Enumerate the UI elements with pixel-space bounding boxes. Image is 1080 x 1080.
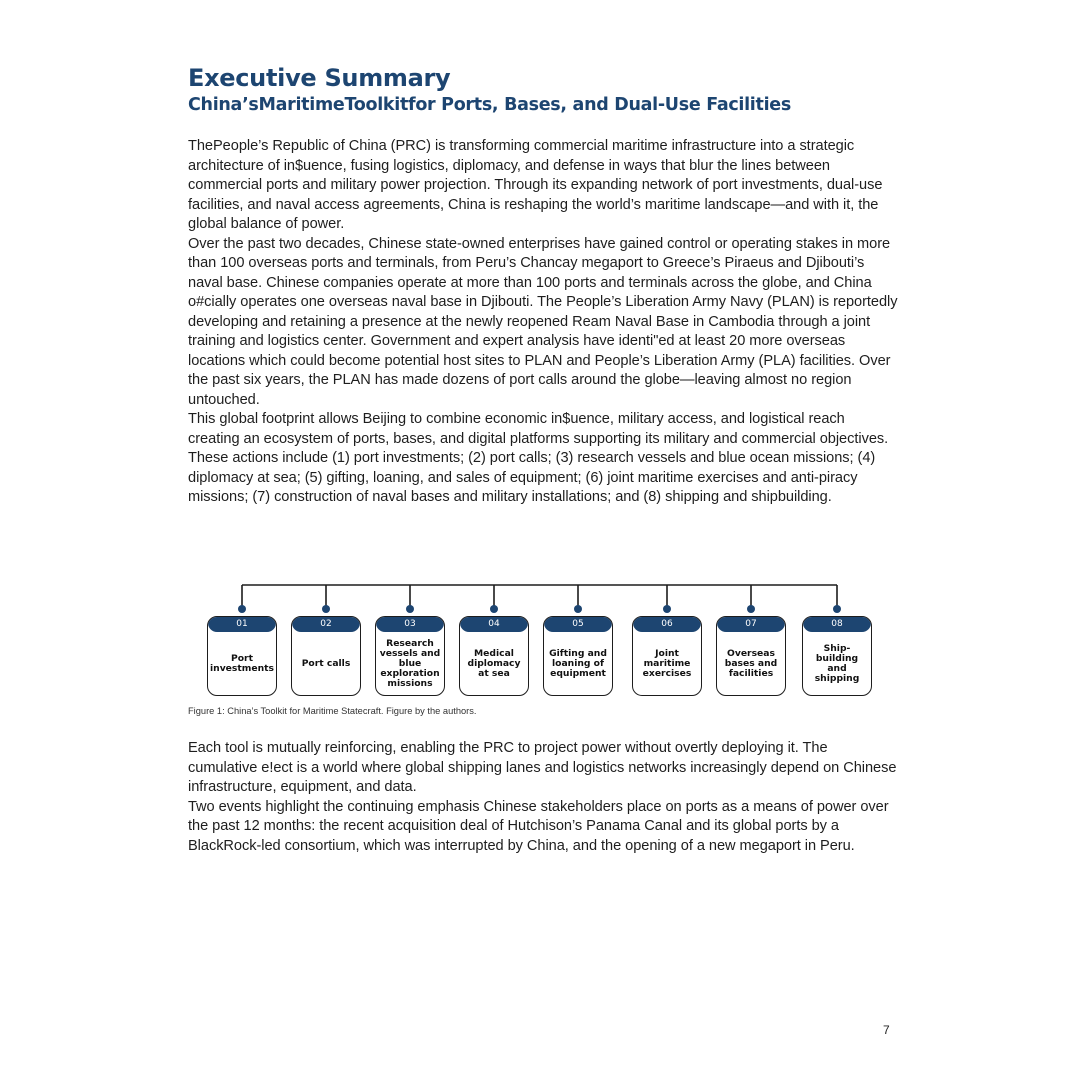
closing-text: [188, 739, 900, 856]
tool-number: 01: [208, 617, 276, 632]
connector-dot: [406, 605, 414, 613]
page-subtitle: China’sMaritimeToolkitfor Ports, Bases, and Dual-Use Facilities: [188, 95, 791, 115]
connector-dot: [490, 605, 498, 613]
tool-label: Joint maritime exercises: [642, 647, 692, 679]
connector-dot: [322, 605, 330, 613]
tool-card: [375, 616, 445, 696]
paragraph: Over the past two decades, Chinese state-owned enterprises have gained control or operating stakes in more than 100 overseas ports and terminals, from Peru’s Chancay megaport to Greece’s Piraeus and Djibouti’s naval base. Chinese companies operate at more than 100 ports and terminals across the globe, and China o#cially operates one overseas naval base in Djibouti. The People’s Liberation Army Navy (PLAN) is reportedly developing and retaining a presence at the newly reopened Ream Naval Base in Cambodia through a joint training and logistics center. Government and expert analysis have identi"ed at least 20 more overseas locations which could become potential host sites to PLAN and People’s Liberation Army (PLA) facilities. Over the past six years, the PLAN has made dozens of port calls around the globe—leaving almost no region untouched.: [188, 235, 898, 408]
tool-card: [543, 616, 613, 696]
connector-drops: [238, 585, 841, 613]
page-title: Executive Summary: [188, 64, 451, 92]
connector-dot: [574, 605, 582, 613]
connector-dot: [663, 605, 671, 613]
paragraph: Each tool is mutually reinforcing, enabling the PRC to project power without overtly deploying it. The cumulative e!ect is a world where global shipping lanes and logistics networks increasingly depend on Chinese infrastructure, equipment, and data.: [188, 740, 897, 795]
tool-label: Ship- building and shipping: [814, 642, 860, 684]
connector-dot: [747, 605, 755, 613]
paragraph: ThePeople’s Republic of China (PRC) is transforming commercial maritime infrastructure into a strategic architecture of in$uence, fusing logistics, diplomacy, and defense in ways that blur the lines between commercial ports and military power projection. Through its expanding network of port investments, dual-use facilities, and naval access agreements, China is reshaping the world’s maritime landscape—and with it, the global balance of power.: [188, 138, 883, 232]
tool-card: [459, 616, 529, 696]
tool-label: Gifting and loaning of equipment: [549, 647, 607, 679]
connector-dot: [238, 605, 246, 613]
paragraph: This global footprint allows Beijing to combine economic in$uence, military access, and logistical reach creating an ecosystem of ports, bases, and digital platforms supporting its military and commercial objectives. These actions include (1) port investments; (2) port calls; (3) research vessels and blue ocean missions; (4) diplomacy at sea; (5) gifting, loaning, and sales of equipment; (6) joint maritime exercises and anti-piracy missions; (7) construction of naval bases and military installations; and (8) shipping and shipbuilding.: [188, 411, 889, 505]
figure-caption: Figure 1: China’s Toolkit for Maritime Statecraft. Figure by the authors.: [188, 706, 477, 716]
tool-number: 07: [717, 617, 785, 632]
tool-card: [716, 616, 786, 696]
tool-card: [207, 616, 277, 696]
tool-number: 05: [544, 617, 612, 632]
tool-card: [802, 616, 872, 696]
connector-dot: [833, 605, 841, 613]
tool-card: [632, 616, 702, 696]
intro-text: [188, 137, 900, 508]
tool-number: 04: [460, 617, 528, 632]
tool-label: Research vessels and blue exploration missions: [379, 637, 441, 689]
page-number: 7: [883, 1023, 890, 1037]
tool-number: 02: [292, 617, 360, 632]
tool-label: Port calls: [301, 657, 351, 669]
toolkit-figure: [200, 582, 880, 702]
paragraph: Two events highlight the continuing emphasis Chinese stakeholders place on ports as a means of power over the past 12 months: the recent acquisition deal of Hutchison’s Panama Canal and its global ports by a BlackRock-led consortium, which was interrupted by China, and the opening of a new megaport in Peru.: [188, 798, 889, 854]
tool-card: [291, 616, 361, 696]
tool-label: Overseas bases and facilities: [724, 647, 778, 679]
tool-number: 06: [633, 617, 701, 632]
tool-label: Medical diplomacy at sea: [467, 647, 521, 679]
tool-label: Port investments: [210, 652, 274, 674]
tool-number: 08: [803, 617, 871, 632]
tool-number: 03: [376, 617, 444, 632]
